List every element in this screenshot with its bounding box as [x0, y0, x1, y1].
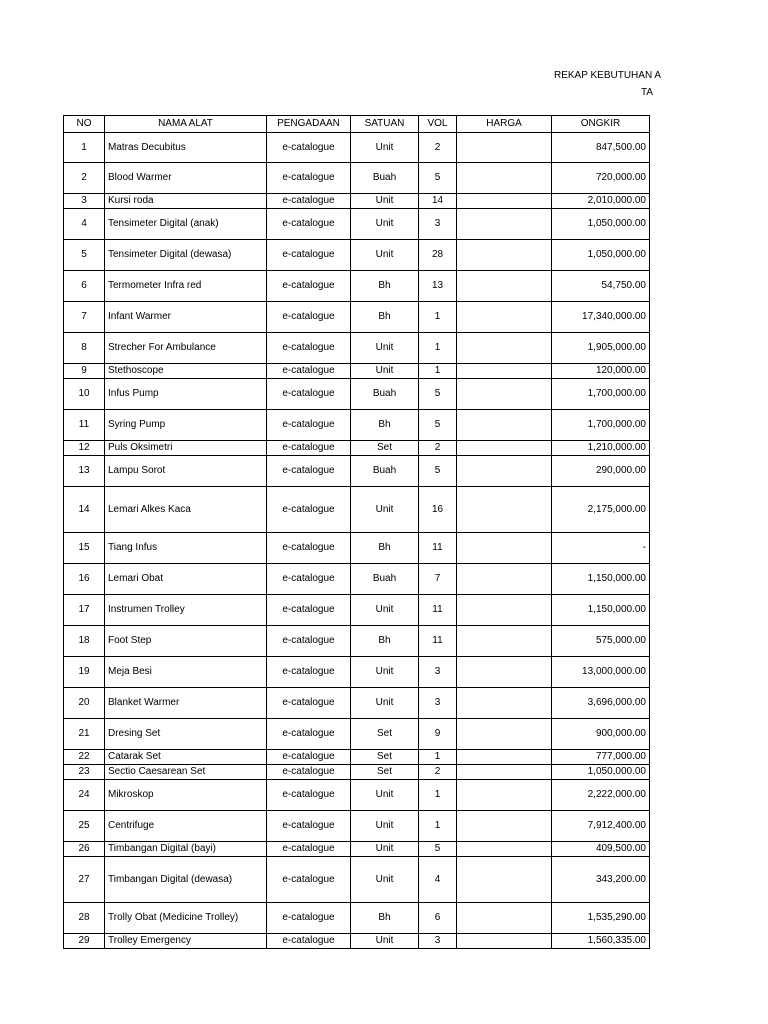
- cell-harga: [457, 934, 552, 949]
- col-header-harga: HARGA: [457, 116, 552, 133]
- table-row: [64, 564, 650, 595]
- cell-pengadaan: e-catalogue: [267, 750, 351, 765]
- cell-pengadaan: e-catalogue: [267, 780, 351, 811]
- cell-harga: [457, 271, 552, 302]
- table-row: [64, 487, 650, 533]
- cell-nama-alat: Lemari Alkes Kaca: [105, 487, 267, 533]
- cell-vol: 5: [419, 842, 457, 857]
- cell-ongkir: 1,535,290.00: [552, 903, 650, 934]
- cell-nama-alat: Centrifuge: [105, 811, 267, 842]
- cell-no: 13: [64, 456, 105, 487]
- cell-nama-alat: Tiang Infus: [105, 533, 267, 564]
- cell-pengadaan: e-catalogue: [267, 410, 351, 441]
- cell-nama-alat: Tensimeter Digital (anak): [105, 209, 267, 240]
- cell-harga: [457, 657, 552, 688]
- table-row: [64, 780, 650, 811]
- cell-pengadaan: e-catalogue: [267, 903, 351, 934]
- table-row: [64, 765, 650, 780]
- cell-harga: [457, 163, 552, 194]
- cell-ongkir: 343,200.00: [552, 857, 650, 903]
- cell-ongkir: 1,560,335.00: [552, 934, 650, 949]
- cell-ongkir: 3,696,000.00: [552, 688, 650, 719]
- cell-nama-alat: Catarak Set: [105, 750, 267, 765]
- cell-harga: [457, 903, 552, 934]
- cell-nama-alat: Meja Besi: [105, 657, 267, 688]
- cell-no: 7: [64, 302, 105, 333]
- col-header-satuan: SATUAN: [351, 116, 419, 133]
- sheet-subtitle: TA: [641, 87, 654, 98]
- cell-nama-alat: Puls Oksimetri: [105, 441, 267, 456]
- cell-satuan: Buah: [351, 456, 419, 487]
- table-row: [64, 364, 650, 379]
- cell-vol: 5: [419, 456, 457, 487]
- cell-no: 8: [64, 333, 105, 364]
- cell-nama-alat: Foot Step: [105, 626, 267, 657]
- cell-ongkir: 13,000,000.00: [552, 657, 650, 688]
- cell-no: 25: [64, 811, 105, 842]
- cell-vol: 11: [419, 626, 457, 657]
- cell-satuan: Unit: [351, 595, 419, 626]
- table-row: [64, 811, 650, 842]
- cell-satuan: Unit: [351, 133, 419, 163]
- cell-vol: 5: [419, 163, 457, 194]
- cell-harga: [457, 441, 552, 456]
- cell-nama-alat: Timbangan Digital (dewasa): [105, 857, 267, 903]
- header-row: [64, 116, 650, 133]
- cell-no: 6: [64, 271, 105, 302]
- cell-vol: 5: [419, 379, 457, 410]
- table-row: [64, 750, 650, 765]
- col-header-no: NO: [64, 116, 105, 133]
- cell-pengadaan: e-catalogue: [267, 271, 351, 302]
- cell-harga: [457, 811, 552, 842]
- cell-pengadaan: e-catalogue: [267, 719, 351, 750]
- cell-nama-alat: Tensimeter Digital (dewasa): [105, 240, 267, 271]
- cell-vol: 5: [419, 410, 457, 441]
- cell-ongkir: 409,500.00: [552, 842, 650, 857]
- cell-pengadaan: e-catalogue: [267, 765, 351, 780]
- cell-pengadaan: e-catalogue: [267, 487, 351, 533]
- cell-ongkir: 1,150,000.00: [552, 595, 650, 626]
- cell-nama-alat: Dresing Set: [105, 719, 267, 750]
- cell-pengadaan: e-catalogue: [267, 595, 351, 626]
- cell-vol: 1: [419, 364, 457, 379]
- cell-no: 5: [64, 240, 105, 271]
- cell-pengadaan: e-catalogue: [267, 564, 351, 595]
- table-row: [64, 333, 650, 364]
- cell-harga: [457, 564, 552, 595]
- col-header-pengadaan: PENGADAAN: [267, 116, 351, 133]
- cell-nama-alat: Timbangan Digital (bayi): [105, 842, 267, 857]
- cell-no: 28: [64, 903, 105, 934]
- cell-satuan: Set: [351, 750, 419, 765]
- cell-nama-alat: Strecher For Ambulance: [105, 333, 267, 364]
- cell-satuan: Unit: [351, 811, 419, 842]
- cell-vol: 11: [419, 533, 457, 564]
- cell-harga: [457, 333, 552, 364]
- cell-vol: 3: [419, 209, 457, 240]
- cell-nama-alat: Lemari Obat: [105, 564, 267, 595]
- table-row: [64, 456, 650, 487]
- cell-no: 15: [64, 533, 105, 564]
- cell-nama-alat: Infus Pump: [105, 379, 267, 410]
- cell-harga: [457, 133, 552, 163]
- cell-no: 2: [64, 163, 105, 194]
- cell-vol: 11: [419, 595, 457, 626]
- table-row: [64, 595, 650, 626]
- cell-vol: 2: [419, 133, 457, 163]
- cell-satuan: Unit: [351, 364, 419, 379]
- cell-satuan: Bh: [351, 626, 419, 657]
- table-row: [64, 688, 650, 719]
- cell-no: 29: [64, 934, 105, 949]
- cell-pengadaan: e-catalogue: [267, 209, 351, 240]
- cell-nama-alat: Blanket Warmer: [105, 688, 267, 719]
- col-header-ongkir: ONGKIR: [552, 116, 650, 133]
- table-row: [64, 441, 650, 456]
- cell-nama-alat: Blood Warmer: [105, 163, 267, 194]
- cell-pengadaan: e-catalogue: [267, 441, 351, 456]
- cell-ongkir: 17,340,000.00: [552, 302, 650, 333]
- cell-pengadaan: e-catalogue: [267, 626, 351, 657]
- cell-satuan: Buah: [351, 379, 419, 410]
- cell-satuan: Unit: [351, 333, 419, 364]
- cell-harga: [457, 240, 552, 271]
- cell-nama-alat: Termometer Infra red: [105, 271, 267, 302]
- cell-ongkir: 2,010,000.00: [552, 194, 650, 209]
- cell-no: 1: [64, 133, 105, 163]
- cell-pengadaan: e-catalogue: [267, 456, 351, 487]
- cell-nama-alat: Trolly Obat (Medicine Trolley): [105, 903, 267, 934]
- cell-ongkir: 2,222,000.00: [552, 780, 650, 811]
- cell-no: 9: [64, 364, 105, 379]
- table-row: [64, 240, 650, 271]
- cell-ongkir: 847,500.00: [552, 133, 650, 163]
- table-row: [64, 163, 650, 194]
- cell-vol: 2: [419, 765, 457, 780]
- table-row: [64, 842, 650, 857]
- table-row: [64, 379, 650, 410]
- cell-ongkir: 1,905,000.00: [552, 333, 650, 364]
- cell-satuan: Set: [351, 441, 419, 456]
- table-row: [64, 903, 650, 934]
- cell-ongkir: 290,000.00: [552, 456, 650, 487]
- cell-ongkir: 1,050,000.00: [552, 765, 650, 780]
- cell-satuan: Buah: [351, 564, 419, 595]
- cell-harga: [457, 194, 552, 209]
- cell-ongkir: 54,750.00: [552, 271, 650, 302]
- cell-nama-alat: Infant Warmer: [105, 302, 267, 333]
- cell-pengadaan: e-catalogue: [267, 240, 351, 271]
- cell-harga: [457, 209, 552, 240]
- cell-vol: 4: [419, 857, 457, 903]
- cell-harga: [457, 750, 552, 765]
- cell-vol: 3: [419, 934, 457, 949]
- cell-ongkir: 2,175,000.00: [552, 487, 650, 533]
- cell-ongkir: 7,912,400.00: [552, 811, 650, 842]
- cell-nama-alat: Lampu Sorot: [105, 456, 267, 487]
- cell-pengadaan: e-catalogue: [267, 857, 351, 903]
- cell-vol: 14: [419, 194, 457, 209]
- cell-satuan: Bh: [351, 302, 419, 333]
- cell-nama-alat: Matras Decubitus: [105, 133, 267, 163]
- cell-harga: [457, 533, 552, 564]
- cell-nama-alat: Trolley Emergency: [105, 934, 267, 949]
- cell-pengadaan: e-catalogue: [267, 842, 351, 857]
- table-row: [64, 410, 650, 441]
- table-row: [64, 302, 650, 333]
- cell-nama-alat: Sectio Caesarean Set: [105, 765, 267, 780]
- cell-no: 26: [64, 842, 105, 857]
- cell-satuan: Bh: [351, 903, 419, 934]
- cell-pengadaan: e-catalogue: [267, 302, 351, 333]
- cell-harga: [457, 688, 552, 719]
- cell-satuan: Bh: [351, 533, 419, 564]
- cell-ongkir: 1,150,000.00: [552, 564, 650, 595]
- cell-nama-alat: Instrumen Trolley: [105, 595, 267, 626]
- cell-pengadaan: e-catalogue: [267, 533, 351, 564]
- cell-vol: 1: [419, 780, 457, 811]
- table-row: [64, 857, 650, 903]
- table-row: [64, 934, 650, 949]
- cell-pengadaan: e-catalogue: [267, 364, 351, 379]
- cell-satuan: Set: [351, 765, 419, 780]
- cell-vol: 1: [419, 333, 457, 364]
- cell-harga: [457, 626, 552, 657]
- cell-satuan: Unit: [351, 857, 419, 903]
- cell-harga: [457, 719, 552, 750]
- cell-satuan: Unit: [351, 209, 419, 240]
- cell-ongkir: 575,000.00: [552, 626, 650, 657]
- cell-pengadaan: e-catalogue: [267, 688, 351, 719]
- cell-vol: 7: [419, 564, 457, 595]
- cell-satuan: Unit: [351, 780, 419, 811]
- cell-no: 22: [64, 750, 105, 765]
- col-header-nama-alat: NAMA ALAT: [105, 116, 267, 133]
- cell-vol: 3: [419, 688, 457, 719]
- cell-no: 12: [64, 441, 105, 456]
- cell-satuan: Bh: [351, 271, 419, 302]
- cell-harga: [457, 410, 552, 441]
- cell-no: 20: [64, 688, 105, 719]
- table-row: [64, 657, 650, 688]
- cell-no: 23: [64, 765, 105, 780]
- cell-no: 21: [64, 719, 105, 750]
- equipment-table: [63, 115, 650, 949]
- cell-vol: 2: [419, 441, 457, 456]
- cell-vol: 16: [419, 487, 457, 533]
- cell-pengadaan: e-catalogue: [267, 133, 351, 163]
- cell-harga: [457, 765, 552, 780]
- cell-satuan: Unit: [351, 487, 419, 533]
- cell-no: 4: [64, 209, 105, 240]
- cell-satuan: Unit: [351, 240, 419, 271]
- cell-harga: [457, 842, 552, 857]
- cell-ongkir: 900,000.00: [552, 719, 650, 750]
- cell-vol: 1: [419, 750, 457, 765]
- table-row: [64, 719, 650, 750]
- cell-ongkir: 720,000.00: [552, 163, 650, 194]
- cell-ongkir: 777,000.00: [552, 750, 650, 765]
- cell-vol: 6: [419, 903, 457, 934]
- cell-no: 11: [64, 410, 105, 441]
- cell-satuan: Unit: [351, 688, 419, 719]
- cell-no: 18: [64, 626, 105, 657]
- cell-no: 14: [64, 487, 105, 533]
- cell-harga: [457, 780, 552, 811]
- table-row: [64, 209, 650, 240]
- cell-harga: [457, 857, 552, 903]
- cell-satuan: Bh: [351, 410, 419, 441]
- table-row: [64, 133, 650, 163]
- cell-no: 3: [64, 194, 105, 209]
- cell-pengadaan: e-catalogue: [267, 657, 351, 688]
- cell-harga: [457, 364, 552, 379]
- table-row: [64, 194, 650, 209]
- cell-satuan: Unit: [351, 842, 419, 857]
- cell-nama-alat: Syring Pump: [105, 410, 267, 441]
- table-row: [64, 271, 650, 302]
- cell-satuan: Set: [351, 719, 419, 750]
- cell-harga: [457, 487, 552, 533]
- cell-nama-alat: Mikroskop: [105, 780, 267, 811]
- cell-satuan: Unit: [351, 194, 419, 209]
- cell-harga: [457, 302, 552, 333]
- cell-no: 24: [64, 780, 105, 811]
- cell-no: 17: [64, 595, 105, 626]
- cell-vol: 1: [419, 811, 457, 842]
- cell-no: 27: [64, 857, 105, 903]
- cell-satuan: Buah: [351, 163, 419, 194]
- cell-pengadaan: e-catalogue: [267, 379, 351, 410]
- cell-vol: 9: [419, 719, 457, 750]
- cell-ongkir: 120,000.00: [552, 364, 650, 379]
- col-header-vol: VOL: [419, 116, 457, 133]
- cell-no: 19: [64, 657, 105, 688]
- cell-satuan: Unit: [351, 657, 419, 688]
- cell-ongkir: 1,700,000.00: [552, 379, 650, 410]
- cell-no: 10: [64, 379, 105, 410]
- cell-harga: [457, 456, 552, 487]
- cell-ongkir: -: [552, 533, 650, 564]
- cell-ongkir: 1,210,000.00: [552, 441, 650, 456]
- cell-ongkir: 1,050,000.00: [552, 240, 650, 271]
- cell-pengadaan: e-catalogue: [267, 163, 351, 194]
- cell-pengadaan: e-catalogue: [267, 811, 351, 842]
- cell-no: 16: [64, 564, 105, 595]
- cell-nama-alat: Stethoscope: [105, 364, 267, 379]
- cell-vol: 1: [419, 302, 457, 333]
- cell-satuan: Unit: [351, 934, 419, 949]
- sheet-title: REKAP KEBUTUHAN A: [554, 70, 662, 81]
- cell-nama-alat: Kursi roda: [105, 194, 267, 209]
- cell-vol: 3: [419, 657, 457, 688]
- table-row: [64, 533, 650, 564]
- table-row: [64, 626, 650, 657]
- cell-harga: [457, 379, 552, 410]
- cell-ongkir: 1,050,000.00: [552, 209, 650, 240]
- cell-harga: [457, 595, 552, 626]
- cell-ongkir: 1,700,000.00: [552, 410, 650, 441]
- cell-pengadaan: e-catalogue: [267, 333, 351, 364]
- cell-vol: 28: [419, 240, 457, 271]
- cell-pengadaan: e-catalogue: [267, 194, 351, 209]
- cell-pengadaan: e-catalogue: [267, 934, 351, 949]
- cell-vol: 13: [419, 271, 457, 302]
- table-body: [64, 133, 650, 949]
